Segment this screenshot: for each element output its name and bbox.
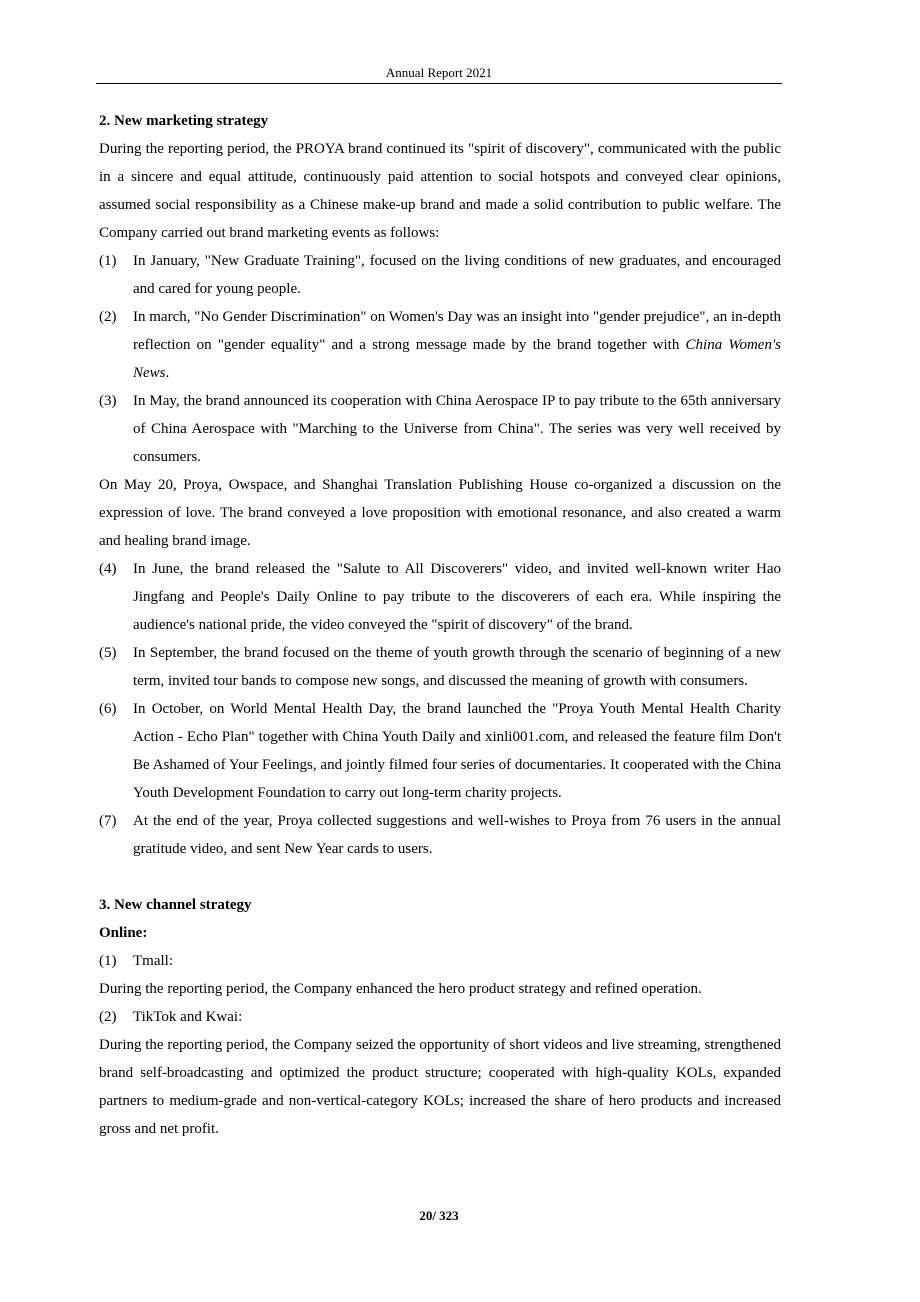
list-number: (6) bbox=[99, 701, 117, 717]
list-item-4 bbox=[99, 555, 781, 639]
list-text: In May, the brand announced its cooperation with China Aerospace IP to pay tribute to the 65th anniversary of China Aerospace with "Marching to the Universe from China". The series was very well received by consumers. bbox=[133, 393, 781, 465]
list-text: In September, the brand focused on the theme of youth growth through the scenario of beginning of a new term, invited tour bands to compose new songs, and discussed the meaning of growth with consumers. bbox=[133, 645, 781, 689]
channel-label: Tmall: bbox=[133, 953, 173, 969]
marketing-intro-paragraph: During the reporting period, the PROYA brand continued its "spirit of discovery", communicated with the public in a sincere and equal attitude, continuously paid attention to social hotspots and conveyed clear opinions, assumed social responsibility as a Chinese make-up brand and made a solid contribution to public welfare. The Company carried out brand marketing events as follows: bbox=[99, 141, 781, 241]
channel-item-tiktok bbox=[99, 1003, 781, 1031]
list-item-7 bbox=[99, 807, 781, 863]
list-number: (1) bbox=[99, 253, 117, 269]
channel-item-tmall bbox=[99, 947, 781, 975]
list-text: In march, "No Gender Discrimination" on Women's Day was an insight into "gender prejudice", an in-depth reflection on "gender equality" and a strong message made by the brand together with bbox=[133, 309, 781, 353]
list-item-1 bbox=[99, 247, 781, 303]
tmall-paragraph: During the reporting period, the Company enhanced the hero product strategy and refined operation. bbox=[99, 981, 702, 997]
list-text: In January, "New Graduate Training", focused on the living conditions of new graduates, and encouraged and cared for young people. bbox=[133, 253, 781, 297]
list-number: (4) bbox=[99, 561, 117, 577]
section-spacer bbox=[99, 863, 781, 891]
tiktok-paragraph: During the reporting period, the Company seized the opportunity of short videos and live streaming, strengthened brand self-broadcasting and optimized the product structure; cooperated with high-quality KOLs, expanded partners to medium-grade and non-vertical-category KOLs; increased the share of hero products and increased gross and net profit. bbox=[99, 1037, 781, 1137]
header-divider bbox=[96, 83, 782, 84]
list-item-5 bbox=[99, 639, 781, 695]
list-number: (1) bbox=[99, 953, 117, 969]
document-body bbox=[99, 107, 781, 1143]
publication-title: China Women's News bbox=[133, 337, 782, 381]
list-item-6 bbox=[99, 695, 781, 807]
list-text-end: . bbox=[165, 365, 170, 381]
section-heading-channel: 3. New channel strategy bbox=[99, 897, 252, 913]
online-subheading: Online: bbox=[99, 925, 148, 941]
list-number: (5) bbox=[99, 645, 117, 661]
list-text: In October, on World Mental Health Day, the brand launched the "Proya Youth Mental Health Charity Action - Echo Plan" together with China Youth Daily and xinli001.com, and released the feature film Don't Be Ashamed of Your Feelings, and jointly filmed four series of documentaries. It cooperated with the China Youth Development Foundation to carry out long-term charity projects. bbox=[133, 701, 781, 801]
list-text: At the end of the year, Proya collected suggestions and well-wishes to Proya from 76 users in the annual gratitude video, and sent New Year cards to users. bbox=[133, 813, 781, 857]
list-number: (2) bbox=[99, 1009, 117, 1025]
list-text-container bbox=[133, 303, 781, 387]
list-number: (7) bbox=[99, 813, 117, 829]
page-header: Annual Report 2021 bbox=[385, 65, 493, 80]
page-number: 20/ 323 bbox=[419, 1208, 459, 1223]
list-item-3 bbox=[99, 387, 781, 471]
channel-label: TikTok and Kwai: bbox=[133, 1009, 243, 1025]
list-item-2 bbox=[99, 303, 781, 387]
list-number: (2) bbox=[99, 309, 117, 325]
list-text: In June, the brand released the "Salute to All Discoverers" video, and invited well-known writer Hao Jingfang and People's Daily Online to pay tribute to the discoverers of each era. While inspiring the audience's national pride, the video conveyed the "spirit of discovery" of the brand. bbox=[133, 561, 781, 633]
list-number: (3) bbox=[99, 393, 117, 409]
section-heading-marketing: 2. New marketing strategy bbox=[99, 113, 269, 129]
may20-paragraph: On May 20, Proya, Owspace, and Shanghai Translation Publishing House co-organized a discussion on the expression of love. The brand conveyed a love proposition with emotional resonance, and also created a warm and healing brand image. bbox=[99, 477, 781, 549]
